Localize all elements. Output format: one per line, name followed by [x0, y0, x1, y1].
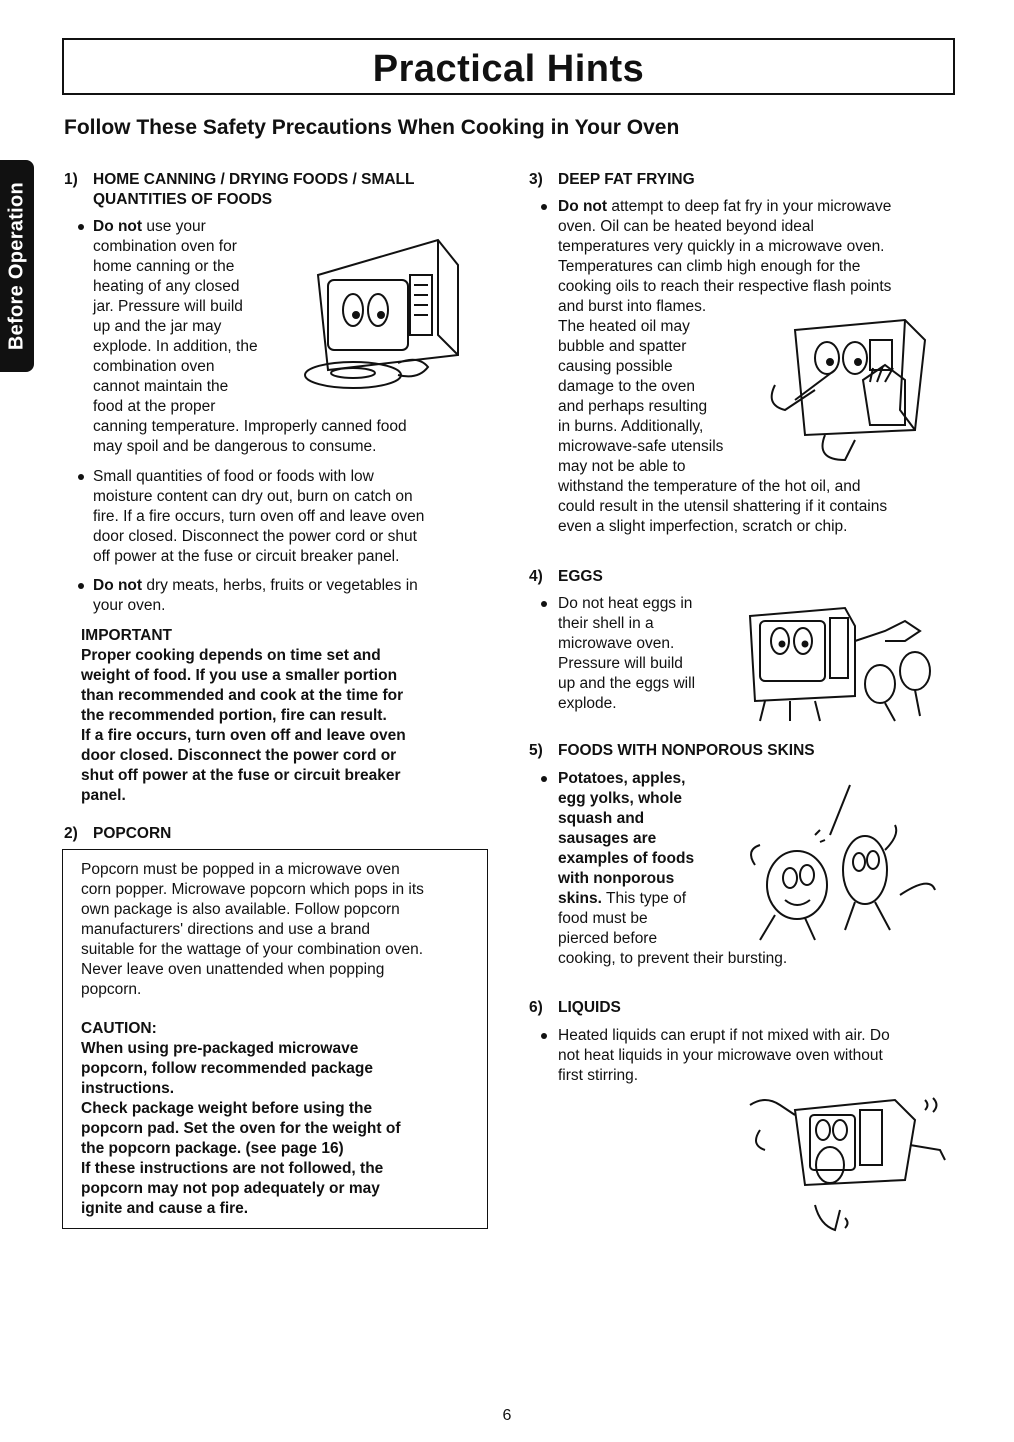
text-line: door closed. Disconnect the power cord or shut	[93, 528, 417, 545]
text-line: Heated liquids can erupt if not mixed with air. Do	[558, 1027, 890, 1044]
canning-bullet-text	[93, 217, 333, 417]
text-line: and burst into flames.	[558, 298, 707, 315]
text-line: Small quantities of food or foods with low	[93, 468, 374, 485]
section-5-number: 5)	[529, 742, 543, 759]
text-line: own package is also available. Follow popcorn	[81, 901, 400, 918]
text-line: bubble and spatter	[558, 338, 687, 355]
drying-bullet	[93, 576, 493, 616]
text-line: than recommended and cook at the time for	[81, 687, 404, 704]
text-line: explode. In addition, the	[93, 338, 258, 355]
section-5-heading	[529, 741, 929, 761]
text-line: up and the jar may	[93, 318, 222, 335]
text-line: egg yolks, whole	[558, 790, 683, 807]
text-line: suitable for the wattage of your combination oven.	[81, 941, 424, 958]
text-line: shut off power at the fuse or circuit breaker	[81, 767, 401, 784]
text-line: examples of foods	[558, 850, 695, 867]
text-line: fire. If a fire occurs, turn oven off and leave oven	[93, 508, 425, 525]
text-line: If a fire occurs, turn oven off and leave oven	[81, 727, 406, 744]
section-6-heading	[529, 998, 829, 1018]
text-line: with nonporous	[558, 870, 675, 887]
text-line: home canning or the	[93, 258, 235, 275]
bullet	[78, 224, 84, 230]
text-line: withstand the temperature of the hot oil, and	[558, 478, 861, 495]
text-line: moisture content can dry out, burn on catch on	[93, 488, 413, 505]
section-3-heading	[529, 170, 829, 190]
food-characters-illustration	[735, 780, 945, 950]
microwave-eggs-illustration	[735, 596, 940, 726]
text-line: cooking, to prevent their bursting.	[558, 950, 788, 967]
text-line: pierced before	[558, 930, 658, 947]
text-line: attempt to deep fat fry in your microwave	[607, 198, 892, 215]
text-line: dry meats, herbs, fruits or vegetables in	[142, 577, 418, 594]
text-line: cooking oils to reach their respective flash points	[558, 278, 892, 295]
text-line: Pressure will build	[558, 655, 683, 672]
text-line: manufacturers' directions and use a brand	[81, 921, 371, 938]
section-2-title: POPCORN	[93, 825, 172, 842]
side-tab-label: Before Operation	[5, 181, 28, 351]
small-quantities-bullet	[93, 467, 503, 567]
text-line: the popcorn package. (see page 16)	[81, 1140, 344, 1157]
text-line: weight of food. If you use a smaller portion	[81, 667, 398, 684]
microwave-fries-illustration	[755, 310, 940, 475]
text-line: panel.	[81, 787, 126, 804]
text-line: heating of any closed	[93, 278, 240, 295]
bullet	[78, 474, 84, 480]
text-line: combination oven	[93, 358, 215, 375]
text-line: first stirring.	[558, 1067, 639, 1084]
section-4-title: EGGS	[558, 568, 603, 585]
text-line: the recommended portion, fire can result.	[81, 707, 387, 724]
text-line: corn popper. Microwave popcorn which pops in its	[81, 881, 424, 898]
text-line: explode.	[558, 695, 617, 712]
section-5-title: FOODS WITH NONPOROUS SKINS	[558, 742, 815, 759]
bullet	[78, 583, 84, 589]
section-3-number: 3)	[529, 171, 543, 188]
text-line: food must be	[558, 910, 648, 927]
bullet	[541, 601, 547, 607]
bullet	[541, 776, 547, 782]
do-not-bold: Do not	[93, 218, 143, 235]
text-line: The heated oil may	[558, 318, 690, 335]
bullet	[541, 1033, 547, 1039]
important-heading: IMPORTANT	[81, 627, 172, 644]
section-4-number: 4)	[529, 568, 543, 585]
section-6-number: 6)	[529, 999, 543, 1016]
text-line: This type of	[601, 890, 687, 907]
page-number: 6	[502, 1407, 512, 1424]
microwave-plate-illustration	[298, 235, 483, 395]
text-line: cannot maintain the	[93, 378, 229, 395]
section-1-heading	[64, 170, 484, 210]
text-line: even a slight imperfection, scratch or chip.	[558, 518, 848, 535]
text-line: Do not heat eggs in	[558, 595, 693, 612]
text-line: microwave-safe utensils	[558, 438, 724, 455]
text-line: Potatoes, apples,	[558, 770, 686, 787]
text-line: your oven.	[93, 597, 166, 614]
text-line: Popcorn must be popped in a microwave oven	[81, 861, 400, 878]
text-line: their shell in a	[558, 615, 654, 632]
text-line: popcorn may not pop adequately or may	[81, 1180, 380, 1197]
text-line: oven. Oil can be heated beyond ideal	[558, 218, 814, 235]
text-line: sausages are	[558, 830, 657, 847]
text-line: Proper cooking depends on time set and	[81, 647, 381, 664]
text-line: popcorn, follow recommended package	[81, 1060, 373, 1077]
text-line: canning temperature. Improperly canned food	[93, 418, 407, 435]
text-line: Temperatures can climb high enough for the	[558, 258, 861, 275]
do-not-bold: Do not	[558, 198, 608, 215]
section-side-tab	[0, 160, 34, 372]
text-line: microwave oven.	[558, 635, 675, 652]
skins-bold: skins.	[558, 890, 602, 907]
section-3-title: DEEP FAT FRYING	[558, 171, 695, 188]
text-line: instructions.	[81, 1080, 175, 1097]
caution-heading: CAUTION:	[81, 1020, 157, 1037]
title-box	[62, 38, 955, 95]
text-line: combination oven for	[93, 238, 237, 255]
section-2-heading	[64, 824, 364, 844]
text-line: temperatures very quickly in a microwave oven.	[558, 238, 885, 255]
text-line: If these instructions are not followed, the	[81, 1160, 384, 1177]
section-1-number: 1)	[64, 171, 78, 188]
text-line: and perhaps resulting	[558, 398, 708, 415]
section-4-heading	[529, 567, 829, 587]
popcorn-caution	[81, 1019, 486, 1219]
section-6-title: LIQUIDS	[558, 999, 621, 1016]
section-2-number: 2)	[64, 825, 78, 842]
text-line: use your	[142, 218, 206, 235]
liquids-text	[558, 1026, 958, 1086]
microwave-liquid-illustration	[745, 1090, 955, 1240]
text-line: not heat liquids in your microwave oven without	[558, 1047, 883, 1064]
text-line: food at the proper	[93, 398, 216, 415]
eggs-text	[558, 594, 738, 714]
text-line: off power at the fuse or circuit breaker panel.	[93, 548, 400, 565]
text-line: When using pre-packaged microwave	[81, 1040, 359, 1057]
text-line: Never leave oven unattended when popping	[81, 961, 385, 978]
text-line: door closed. Disconnect the power cord or	[81, 747, 397, 764]
popcorn-paragraph	[81, 860, 486, 1000]
page-subtitle: Follow These Safety Precautions When Cooking in Your Oven	[64, 116, 680, 139]
text-line: ignite and cause a fire.	[81, 1200, 249, 1217]
text-line: popcorn pad. Set the oven for the weight of	[81, 1120, 401, 1137]
text-line: up and the eggs will	[558, 675, 696, 692]
section-1-title-line2: QUANTITIES OF FOODS	[93, 191, 273, 208]
text-line: could result in the utensil shattering if it contains	[558, 498, 888, 515]
canning-bullet-continued	[93, 417, 493, 457]
text-line: may spoil and be dangerous to consume.	[93, 438, 377, 455]
text-line: causing possible	[558, 358, 673, 375]
text-line: damage to the oven	[558, 378, 696, 395]
page-title: Practical Hints	[372, 48, 645, 90]
important-notice	[81, 626, 501, 806]
text-line: jar. Pressure will build	[93, 298, 243, 315]
text-line: Check package weight before using the	[81, 1100, 373, 1117]
text-line: popcorn.	[81, 981, 142, 998]
section-1-title-line1: HOME CANNING / DRYING FOODS / SMALL	[93, 171, 415, 188]
text-line: in burns. Additionally,	[558, 418, 704, 435]
do-not-bold: Do not	[93, 577, 143, 594]
text-line: squash and	[558, 810, 645, 827]
bullet	[541, 204, 547, 210]
text-line: may not be able to	[558, 458, 686, 475]
